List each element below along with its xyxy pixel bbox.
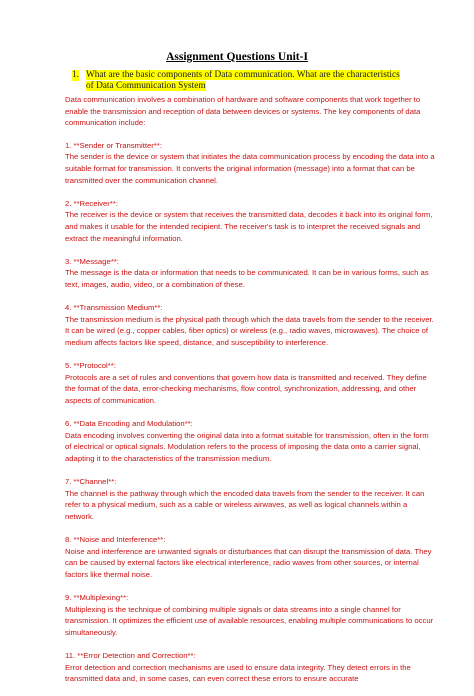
item-text: The transmission medium is the physical path through which the data travels from the sender to the receiver. It can be wired (e.g., copper cables, fiber optics) or wireless (e.g., radio waves, microwaves). The choice of medium affects factors like speed, distance, and susceptibility to interference. — [65, 314, 434, 347]
item-heading: 6. **Data Encoding and Modulation**: — [65, 419, 193, 429]
question-line-1: What are the basic components of Data communication. What are the characteristics — [86, 70, 400, 80]
list-item — [65, 650, 435, 685]
list-item — [65, 302, 435, 348]
question-number: 1. — [72, 70, 79, 80]
list-item — [65, 198, 435, 244]
item-heading: 11. **Error Detection and Correction**: — [65, 650, 196, 660]
list-item — [65, 360, 435, 406]
item-heading: 3. **Message**: — [65, 256, 119, 266]
item-heading: 9. **Multiplexing**: — [65, 592, 129, 602]
item-text: The sender is the device or system that initiates the data communication process by encoding the data into a suitable format for transmission. It converts the original information (message) into a format that can be transmitted over the communication channel. — [65, 152, 435, 185]
item-text: Error detection and correction mechanisms are used to ensure data integrity. They detect errors in the transmitted data and, in some cases, can even correct these errors to ensure accurate — [65, 662, 411, 684]
item-heading: 1. **Sender or Transmitter**: — [65, 140, 162, 150]
question-1 — [72, 70, 412, 91]
item-text: The channel is the pathway through which the encoded data travels from the sender to the receiver. It can refer to a physical medium, such as a cable or wireless airwaves, as well as logical channels within a network. — [65, 488, 425, 521]
list-item — [65, 418, 435, 464]
item-text: The message is the data or information that needs to be communicated. It can be in various forms, such as text, images, audio, video, or a combination of these. — [65, 268, 429, 289]
item-heading: 8. **Noise and Interference**: — [65, 534, 166, 544]
item-text: The receiver is the device or system that receives the transmitted data, decodes it back into its original form, and makes it usable for the intended recipient. The receiver's task is to interpret the received signals and extract the meaningful information. — [65, 210, 433, 243]
question-line-2: of Data Communication System — [86, 80, 206, 91]
item-text: Data encoding involves converting the original data into a format suitable for transmission, often in the form of electrical or optical signals. Modulation refers to the process of imposing the data onto a carrier signal, adapting it to the characteristics of the transmission medium. — [65, 430, 429, 463]
answer-body — [65, 94, 435, 696]
list-item — [65, 140, 435, 186]
item-heading: 7. **Channel**: — [65, 477, 117, 486]
page-title: Assignment Questions Unit-I — [166, 51, 308, 63]
item-text: Multiplexing is the technique of combining multiple signals or data streams into a single channel for transmission. It optimizes the efficient use of available resources, enabling multiple communications to occur simultaneously. — [65, 604, 434, 637]
item-heading: 4. **Transmission Medium**: — [65, 303, 163, 313]
intro-paragraph: Data communication involves a combination of hardware and software components that work together to enable the transmission and reception of data between devices or systems. The key components of data communication include: — [65, 95, 421, 128]
item-heading: 2. **Receiver**: — [65, 198, 118, 208]
list-item — [65, 534, 435, 580]
list-item — [65, 256, 435, 291]
list-item — [65, 592, 435, 638]
item-heading: 5. **Protocol**: — [65, 361, 116, 371]
list-item — [65, 476, 435, 522]
item-text: Protocols are a set of rules and conventions that govern how data is transmitted and received. They define the format of the data, error-checking mechanisms, flow control, synchronization, addressing, and other aspects of communication. — [65, 372, 427, 405]
item-text: Noise and interference are unwanted signals or disturbances that can disrupt the transmission of data. They can be caused by external factors like electrical interference, radio waves from other sources, or internal factors like thermal noise. — [65, 546, 432, 579]
question-text — [86, 70, 412, 91]
